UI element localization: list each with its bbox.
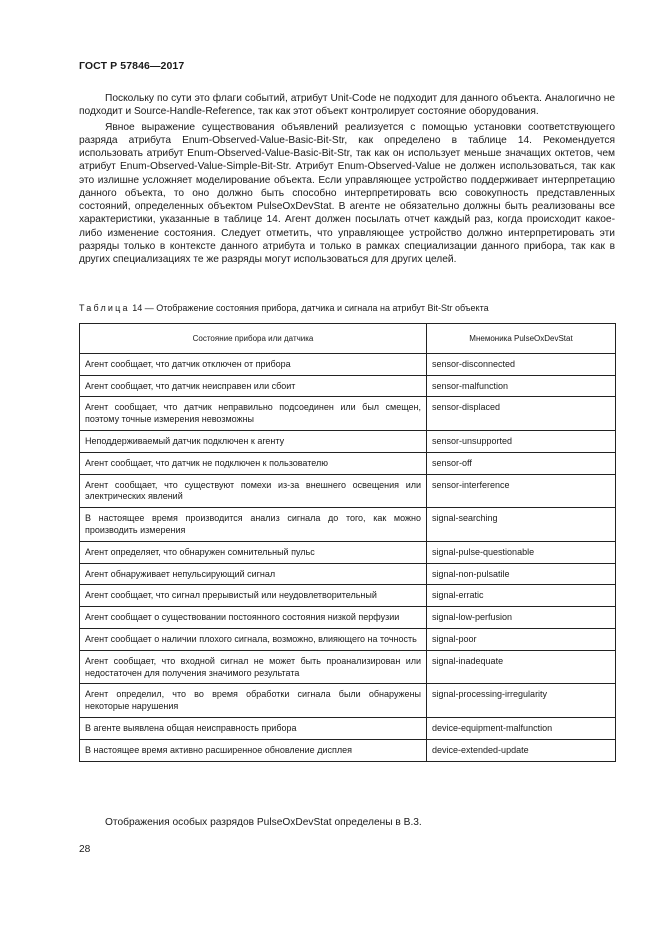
table-row	[80, 607, 616, 629]
state-cell: В настоящее время производится анализ сигнала до того, как можно производить измерения	[80, 508, 427, 542]
mnemonic-cell: signal-erratic	[427, 585, 616, 607]
document-header: ГОСТ Р 57846—2017	[79, 60, 185, 72]
state-cell: Агент обнаруживает непульсирующий сигнал	[80, 563, 427, 585]
table-row	[80, 628, 616, 650]
table-row	[80, 430, 616, 452]
table-row	[80, 474, 616, 508]
mnemonic-cell: sensor-disconnected	[427, 353, 616, 375]
state-cell: Агент сообщает, что датчик неправильно подсоединен или был смещен, поэтому точные измерения невозможны	[80, 397, 427, 431]
paragraph-2: Явное выражение существования объявлений реализуется с помощью установки соответствующего разряда атрибута Enum-Observed-Value-Basic-Bit-Str, как определено в таблице 14. Рекомендуется использовать атрибут Enum-Observed-Value-Basic-Bit-Str, так как он использует меньше значащих октетов, чем атрибут Enum-Observed-Value-Simple-Bit-Str. Атрибут Enum-Observed-Value не должен использоваться, так как это излишне усложняет моделирование объекта. Если управляющее устройство поддерживает интерпретацию данного объекта, то оно должно быть способно интерпретировать всю совокупность представленных состояний, определенных объектом PulseOxDevStat. В агенте не обязательно должны быть реализованы все характеристики, указанные в таблице 14. Агент должен посылать отчет каждый раз, когда происходит какое-либо изменение состояния. Следует отметить, что управляющее устройство должно интерпретировать эти разряды только в контексте данного атрибута и только в рамках специализации данного прибора, так как в других специализациях те же разряды могут использоваться для других целей.	[79, 121, 615, 265]
footer-paragraph: Отображения особых разрядов PulseOxDevStat определены в В.3.	[105, 817, 422, 828]
table-row	[80, 375, 616, 397]
table-row	[80, 508, 616, 542]
table-row	[80, 563, 616, 585]
state-cell: Агент сообщает, что датчик неисправен или сбоит	[80, 375, 427, 397]
mnemonic-cell: signal-searching	[427, 508, 616, 542]
header-state: Состояние прибора или датчика	[80, 324, 427, 354]
state-cell: В агенте выявлена общая неисправность прибора	[80, 717, 427, 739]
state-cell: Агент сообщает, что существуют помехи из-за внешнего освещения или электрических явлений	[80, 474, 427, 508]
mnemonic-cell: signal-poor	[427, 628, 616, 650]
state-cell: Агент сообщает, что входной сигнал не может быть проанализирован или недостаточен для получения значимого результата	[80, 650, 427, 684]
table-header-row	[80, 324, 616, 354]
state-cell: Агент сообщает, что датчик не подключен к пользователю	[80, 452, 427, 474]
paragraph-1: Поскольку по сути это флаги событий, атрибут Unit-Code не подходит для данного объекта. Аналогично не подходит и Source-Handle-Reference, так как этот объект контролирует состояние оборудования.	[79, 93, 615, 118]
header-mnemonic: Мнемоника PulseOxDevStat	[427, 324, 616, 354]
mnemonic-cell: sensor-malfunction	[427, 375, 616, 397]
mnemonic-cell: device-equipment-malfunction	[427, 717, 616, 739]
table-row	[80, 585, 616, 607]
mnemonic-cell: signal-non-pulsatile	[427, 563, 616, 585]
state-cell: Агент сообщает, что датчик отключен от прибора	[80, 353, 427, 375]
mnemonic-cell: device-extended-update	[427, 739, 616, 761]
table-caption	[79, 303, 489, 313]
state-cell: Агент определяет, что обнаружен сомнительный пульс	[80, 541, 427, 563]
page-number: 28	[79, 844, 91, 855]
state-cell: Агент сообщает, что сигнал прерывистый или неудовлетворительный	[80, 585, 427, 607]
mnemonic-cell: signal-pulse-questionable	[427, 541, 616, 563]
state-cell: Неподдерживаемый датчик подключен к агенту	[80, 430, 427, 452]
state-cell: Агент определил, что во время обработки сигнала были обнаружены некоторые нарушения	[80, 684, 427, 718]
mnemonic-cell: signal-processing-irregularity	[427, 684, 616, 718]
table-caption-label: Таблица	[79, 303, 130, 313]
body-text	[79, 92, 615, 268]
table-caption-text: 14 — Отображение состояния прибора, датчика и сигнала на атрибут Bit-Str объекта	[132, 303, 489, 313]
state-cell: Агент сообщает о существовании постоянного состояния низкой перфузии	[80, 607, 427, 629]
table-row	[80, 684, 616, 718]
table-row	[80, 650, 616, 684]
mnemonic-cell: sensor-interference	[427, 474, 616, 508]
mnemonic-cell: sensor-displaced	[427, 397, 616, 431]
mnemonic-cell: signal-inadequate	[427, 650, 616, 684]
state-cell: В настоящее время активно расширенное обновление дисплея	[80, 739, 427, 761]
table-row	[80, 739, 616, 761]
mnemonic-cell: signal-low-perfusion	[427, 607, 616, 629]
table-row	[80, 452, 616, 474]
table-row	[80, 397, 616, 431]
table-row	[80, 717, 616, 739]
status-table	[79, 323, 616, 762]
table-row	[80, 541, 616, 563]
mnemonic-cell: sensor-unsupported	[427, 430, 616, 452]
table-row	[80, 353, 616, 375]
state-cell: Агент сообщает о наличии плохого сигнала, возможно, влияющего на точность	[80, 628, 427, 650]
mnemonic-cell: sensor-off	[427, 452, 616, 474]
